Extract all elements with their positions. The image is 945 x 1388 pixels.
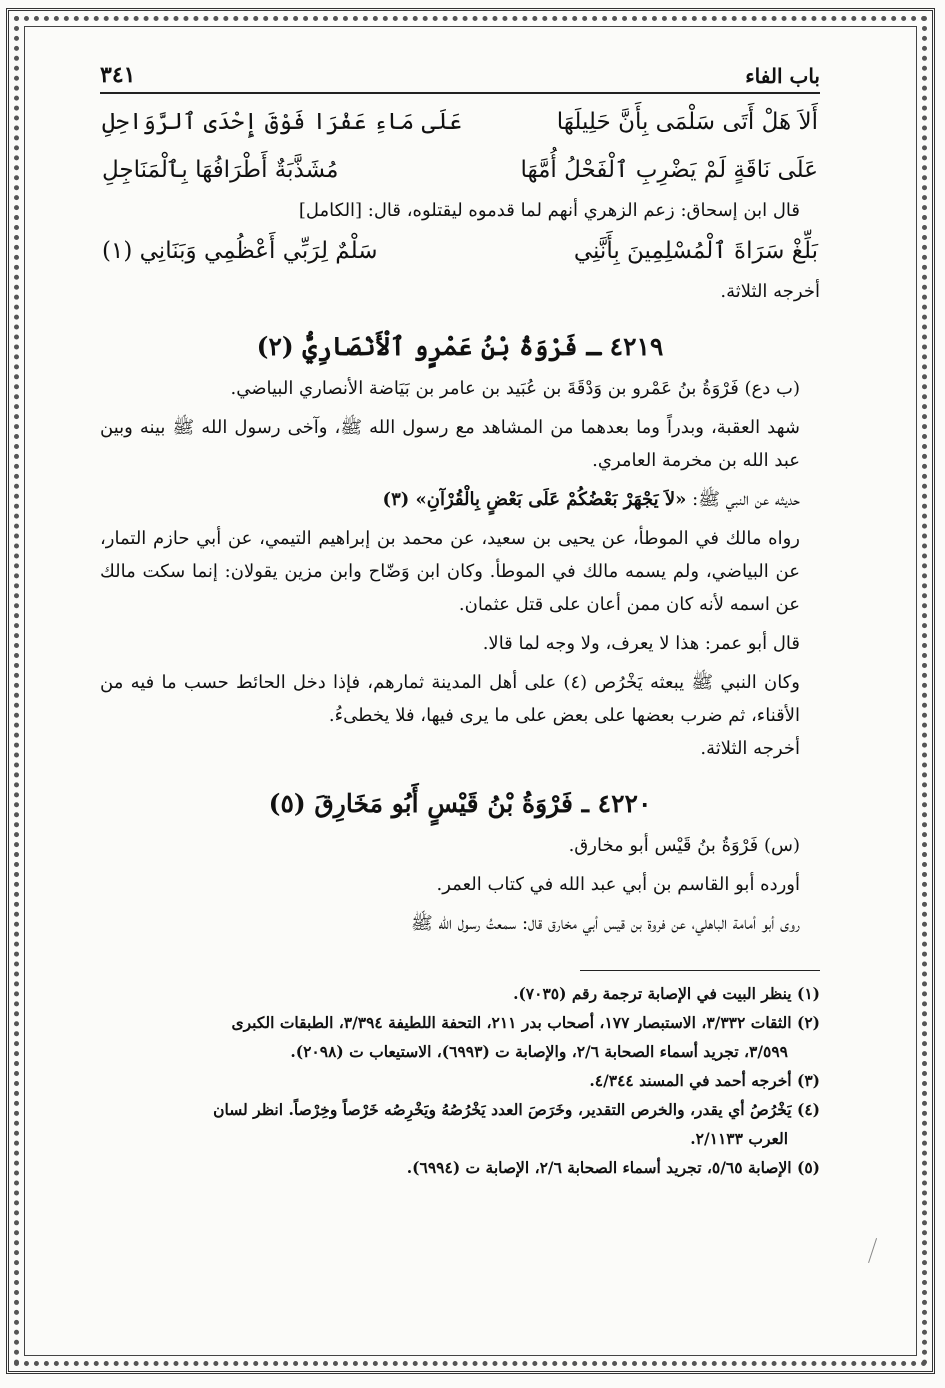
verse-first-hemistich: عَلَى نَاقَةٍ لَمْ يَضْرِبِ ٱلْفَحْلُ أُمَّهَا	[520, 157, 818, 183]
entry-paragraph: روى أبو أمامة الباهلي، عن فروة بن قيس أبي مخارق قال: سمعتُ رسول الله ﷺ	[410, 913, 800, 934]
closing-line: أخرجه الثلاثة.	[720, 281, 820, 302]
footnote: (٢) الثقات ٣/٣٣٢، الاستبصار ١٧٧، أصحاب بدر ٢١١، التحفة اللطيفة ٣/٣٩٤، الطبقات الكبرى	[231, 1013, 820, 1032]
footnote-divider	[580, 970, 820, 971]
page-content	[100, 58, 820, 1182]
verse-first-hemistich: أَلاَ هَلْ أَتَى سَلْمَى بِأَنَّ حَلِيلَهَا	[556, 109, 818, 135]
running-header	[100, 58, 820, 94]
entry-paragraph: وكان النبي ﷺ يبعثه يَخْرُص (٤) على أهل المدينة ثمارهم، فإذا دخل الحائط حسب ما فيه من الأقناء، ثم ضرب بعضها على بعض على ما يرى فيها، فلا يخطىءُ.	[100, 672, 800, 726]
footnote: (٣) أخرجه أحمد في المسند ٤/٣٤٤.	[589, 1071, 820, 1090]
verse-first-hemistich: بَلِّغْ سَرَاةَ ٱلْمُسْلِمِينَ بِأَنَّنِي	[573, 238, 818, 264]
entry-paragraph: شهد العقبة، وبدراً وما بعدهما من المشاهد مع رسول الله ﷺ، وآخى رسول الله ﷺ بينه وبين عبد الله بن مخرمة العامري.	[100, 417, 800, 471]
entry-paragraph: (ب دع) فَرْوَةُ بنُ عَمْرو بن وَدْقَةَ بن عُبَيد بن عامر بن بَيَاضة الأنصاري البياضي.	[230, 378, 800, 399]
verse-line	[100, 98, 820, 146]
hadith-intro: حديثه عن النبي ﷺ:	[692, 489, 800, 510]
closing-line: أخرجه الثلاثة.	[700, 738, 800, 759]
verse-line	[100, 227, 820, 275]
hadith-line	[100, 483, 820, 516]
chapter-title: باب الفاء	[745, 64, 820, 88]
page-number: ٣٤١	[100, 62, 136, 88]
verse-second-hemistich: مُشَذَّبَةٌ أَطْرَافُهَا بِٱلْمَنَاجِلِ	[102, 157, 339, 183]
entry-paragraph: أورده أبو القاسم بن أبي عبد الله في كتاب العمر.	[436, 874, 800, 895]
entry-heading-4220: ٤٢٢٠ ـ فَرْوَةُ بْنُ قَيْسٍ أَبُو مَخَارِقَ (٥)	[268, 789, 652, 818]
footnote: (١) ينظر البيت في الإصابة ترجمة رقم (٧٠٣٥).	[513, 984, 820, 1003]
footnote-continuation: العرب ٢/١١٣٣.	[690, 1129, 788, 1148]
entry-paragraph: (س) فَرْوَةُ بنُ قَيْس أبو مخارق.	[568, 835, 800, 856]
entry-paragraph: رواه مالك في الموطأ، عن يحيى بن سعيد، عن محمد بن إبراهيم التيمي، عن أبي حازم التمار، عن البياضي، ولم يسمه مالك في الموطأ. وكان ابن وَضّاح وابن مزين يقولان: إنما سكت مالك عن اسمه لأنه كان ممن أعان على قتل عثمان.	[100, 528, 800, 615]
footnote: (٥) الإصابة ٥/٦٥، تجريد أسماء الصحابة ٢/٦، الإصابة ت (٦٩٩٤).	[406, 1158, 820, 1177]
entry-heading-4219: ٤٢١٩ ـ فَرْوَةُ بْنُ عَمْرٍو ٱلْأَنْصَارِيُّ (٢)	[256, 332, 664, 361]
entry-paragraph: قال أبو عمر: هذا لا يعرف، ولا وجه لما قالا.	[482, 633, 800, 654]
hadith-text: «لاَ يَجْهَرْ بَعْضُكُمْ عَلَى بَعْضٍ بِالْقُرْآنِ» (٣)	[382, 489, 687, 510]
footnote-continuation: ٣/٥٩٩، تجريد أسماء الصحابة ٢/٦، والإصابة ت (٦٩٩٣)، الاستيعاب ت (٢٠٩٨).	[290, 1042, 788, 1061]
verse-line	[100, 146, 820, 194]
intro-line: قال ابن إسحاق: زعم الزهري أنهم لما قدموه ليقتلوه، قال: [الكامل]	[298, 200, 800, 221]
verse-second-hemistich: عَلَى مَاءِ عَفْرَا فَوْقَ إِحْدَى ٱلرَّوَاحِلِ	[102, 109, 462, 135]
footnote: (٤) يَخْرُصُ أي يقدر، والخرص التقدير، وخَرَصَ العدد يَخْرُصُهُ ويَخْرِصُه خَرْصاً وخِرْصاً. انظر لسان	[213, 1100, 820, 1119]
verse-second-hemistich: سَلْمٌ لِرَبِّي أَعْظُمِي وَبَنَانِي (١)	[102, 238, 378, 264]
